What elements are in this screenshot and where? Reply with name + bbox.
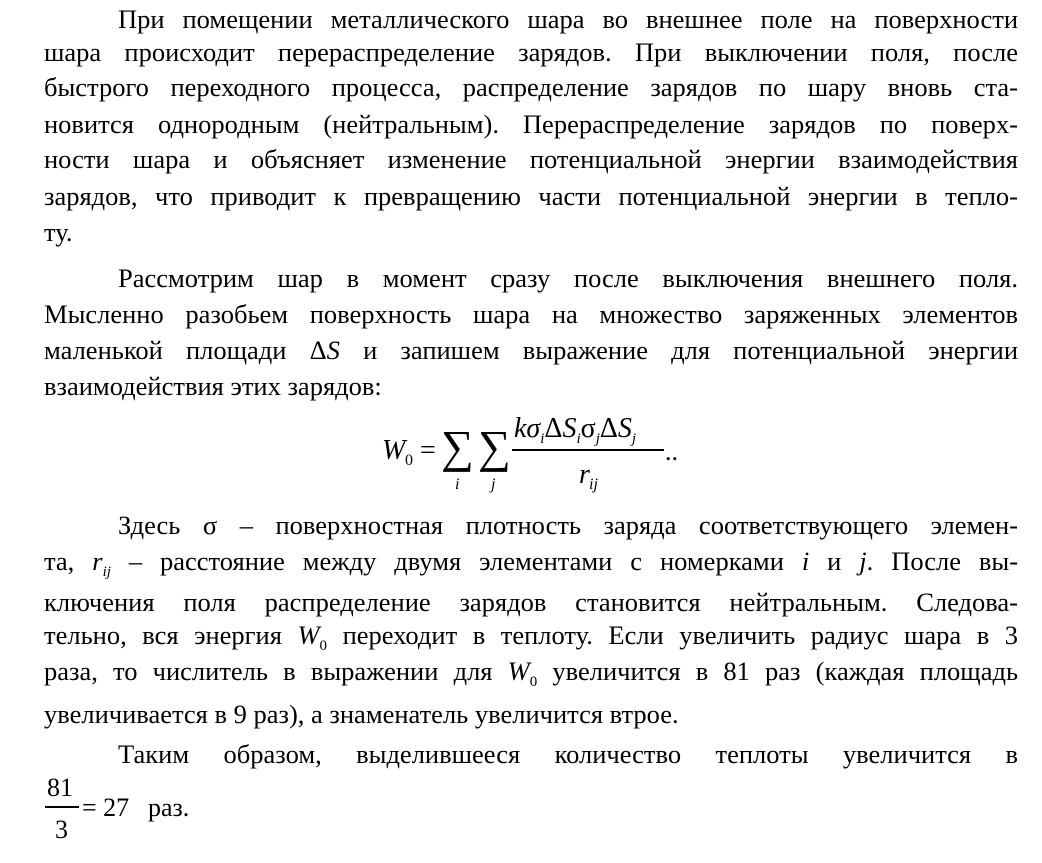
sum-sign-j: ∑ [478, 421, 511, 472]
fraction-bar [45, 806, 79, 808]
paragraph-1-line-1: При помещении металлического шара во внешнее поле на поверхности [118, 4, 1018, 34]
delta-s-symbol: ΔS [309, 335, 340, 365]
paragraph-3-line-6: увеличивается в 9 раз), а знаменатель увеличится втрое. [44, 699, 679, 729]
w0-symbol: $W_0$ [297, 620, 328, 654]
paragraph-1-line-3: быстрого переходного процесса, распределение зарядов по шару вновь ста- [44, 72, 1018, 102]
paragraph-2-line-2: Мысленно разобьем поверхность шара на множество заряженных элементов [44, 299, 1018, 329]
formula-denominator: r [579, 459, 590, 490]
sum-sign-i: ∑ [441, 421, 474, 472]
paragraph-3-line-5: раза, то числитель в выражении для $W_0$ увеличится в 81 раз (каждая площадь [44, 656, 1019, 690]
result-unit: раз. [148, 793, 190, 822]
sum-index-i: i [455, 476, 460, 493]
formula-denominator-sub: ij [589, 476, 598, 493]
sum-index-j: j [491, 476, 496, 493]
paragraph-3-line-1: Здесь σ – поверхностная плотность заряда соответствующего элемен- [118, 510, 1019, 540]
paragraph-3-line-4: тельно, вся энергия $W_0$ переходит в теплоту. Если увеличить радиус шара в 3 [44, 620, 1019, 654]
paragraph-2-line-1: Рассмотрим шар в момент сразу после выключения внешнего поля. [118, 263, 1018, 293]
paragraph-3-line-2: та, $r_{ij}$ – расстояние между двумя элементами с номерками i и j. После вы- [44, 546, 1019, 580]
fraction-denominator: 3 [55, 815, 68, 844]
paragraph-4-line-1: Таким образом, выделившееся количество теплоты увеличится в [118, 739, 1018, 769]
paragraph-3-line-3: ключения поля распределение зарядов становится нейтральным. Следова- [44, 587, 1018, 617]
fraction-numerator: 81 [47, 773, 73, 802]
paragraph-1-line-7: ту. [44, 217, 73, 247]
formula-lhs: W [382, 435, 406, 466]
paragraph-1-line-2: шара происходит перераспределение зарядов. При выключении поля, после [44, 37, 1018, 67]
paragraph-1-line-4: новится однородным (нейтральным). Перераспределение зарядов по поверх- [44, 109, 1018, 139]
paragraph-1-line-5: ности шара и объясняет изменение потенциальной энергии взаимодействия [44, 144, 1018, 174]
formula-tail: .. [665, 437, 678, 466]
p2-l3-text-a: маленькой площади [44, 335, 287, 365]
r-ij-symbol: $r_{ij}$ [92, 546, 111, 580]
formula-equals: = [420, 435, 436, 466]
paragraph-2-line-4: взаимодействия этих зарядов: [44, 371, 382, 401]
sigma-symbol: σ [202, 510, 218, 540]
formula-lhs-sub: 0 [405, 452, 413, 469]
formula-numerator: $k\sigma_i\Delta S_i\sigma_j\Delta S_j$ [514, 413, 637, 447]
p2-l3-text-b: и запишем выражение для потенциальной энергии [363, 335, 1019, 365]
fraction-result: = 27 [82, 793, 130, 822]
paragraph-2-line-3 [44, 333, 1018, 367]
w0-symbol: $W_0$ [507, 656, 538, 690]
formula-fraction-bar [512, 449, 664, 451]
paragraph-1-line-6: зарядов, что приводит к превращению части потенциальной энергии в тепло- [44, 181, 1018, 211]
